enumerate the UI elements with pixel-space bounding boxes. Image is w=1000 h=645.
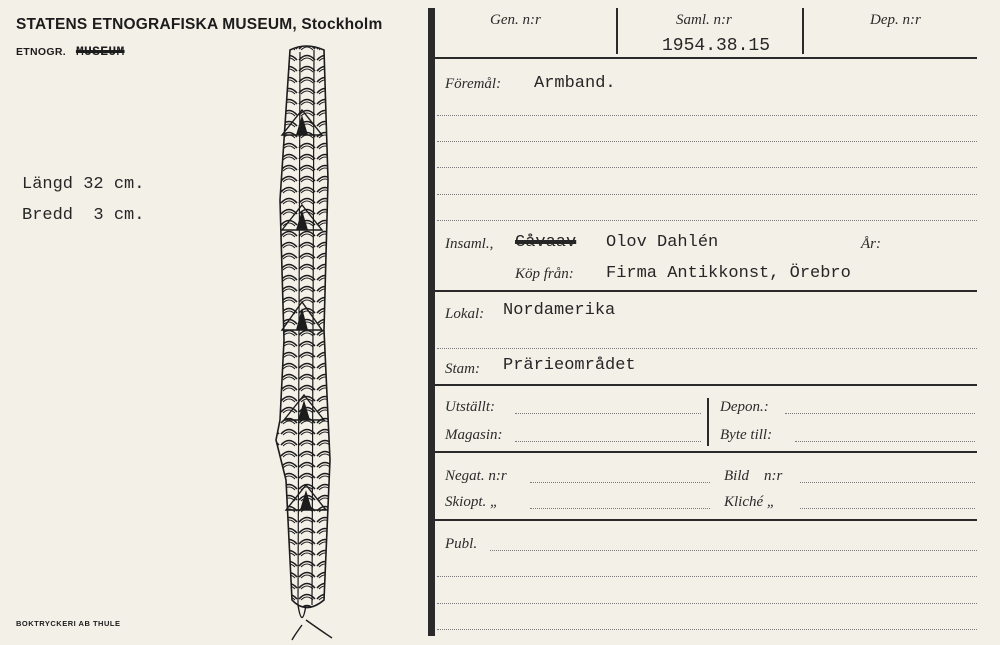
dotted-line [530, 508, 710, 509]
dotted-line [437, 603, 977, 604]
ar-label: År: [861, 236, 881, 252]
dotted-line [530, 482, 710, 483]
museum-name: STATENS ETNOGRAFISKA MUSEUM, Stockholm [16, 16, 383, 33]
dotted-line [785, 413, 975, 414]
dotted-line [437, 194, 977, 195]
depon-label: Depon.: [720, 399, 769, 415]
dotted-line [437, 629, 977, 630]
gen-nr-label: Gen. n:r [490, 12, 541, 28]
dep-nr-label: Dep. n:r [870, 12, 921, 28]
section-rule [435, 290, 977, 292]
kop-fran-value: Firma Antikkonst, Örebro [606, 264, 851, 283]
museum-city: Stockholm [301, 16, 383, 33]
dotted-line [515, 413, 701, 414]
bild-nr-label: Bild n:r [724, 468, 783, 484]
section-rule [435, 451, 977, 453]
saml-nr-label: Saml. n:r [676, 12, 732, 28]
bracelet-drawing [262, 40, 346, 644]
etnogr-struck-text: MUSEUM [75, 44, 125, 59]
section-rule [435, 519, 977, 521]
dotted-line [437, 115, 977, 116]
insaml-struck-text: Gåvaav [515, 233, 577, 252]
saml-nr-value: 1954.38.15 [662, 36, 771, 56]
section-rule [435, 384, 977, 386]
dotted-line [490, 550, 977, 551]
skiopt-label: Skiopt. „ [445, 494, 499, 510]
lokal-label: Lokal: [445, 306, 485, 322]
magasin-label: Magasin: [445, 427, 503, 443]
width-measurement: Bredd 3 cm. [22, 206, 145, 225]
dotted-line [515, 441, 701, 442]
header-divider-1 [616, 8, 618, 54]
insaml-value: Olov Dahlén [606, 233, 719, 252]
length-measurement: Längd 32 cm. [22, 175, 145, 194]
dotted-line [800, 508, 975, 509]
printer-imprint: BOKTRYCKERI AB THULE [16, 619, 121, 628]
field-divider [707, 398, 709, 446]
dotted-line [437, 576, 977, 577]
stam-value: Prärieområdet [503, 356, 636, 375]
insaml-label: Insaml., [445, 236, 494, 252]
dotted-line [795, 441, 975, 442]
dotted-line [800, 482, 975, 483]
dotted-line [437, 220, 977, 221]
byte-till-label: Byte till: [720, 427, 773, 443]
header-rule [435, 57, 977, 59]
bracelet-outline [276, 46, 332, 640]
foremal-label: Föremål: [445, 76, 502, 92]
dotted-line [437, 348, 977, 349]
etnogr-line: ETNOGR. MUSEUM [16, 44, 125, 59]
negat-nr-label: Negat. n:r [445, 468, 507, 484]
publ-label: Publ. [445, 536, 478, 552]
dotted-line [437, 167, 977, 168]
form-left-border [428, 8, 435, 636]
dotted-line [437, 141, 977, 142]
stam-label: Stam: [445, 361, 480, 377]
foremal-value: Armband. [534, 74, 616, 93]
utstallt-label: Utställt: [445, 399, 496, 415]
kop-fran-label: Köp från: [515, 266, 574, 282]
lokal-value: Nordamerika [503, 301, 616, 320]
kliche-label: Kliché „ [724, 494, 776, 510]
header-divider-2 [802, 8, 804, 54]
